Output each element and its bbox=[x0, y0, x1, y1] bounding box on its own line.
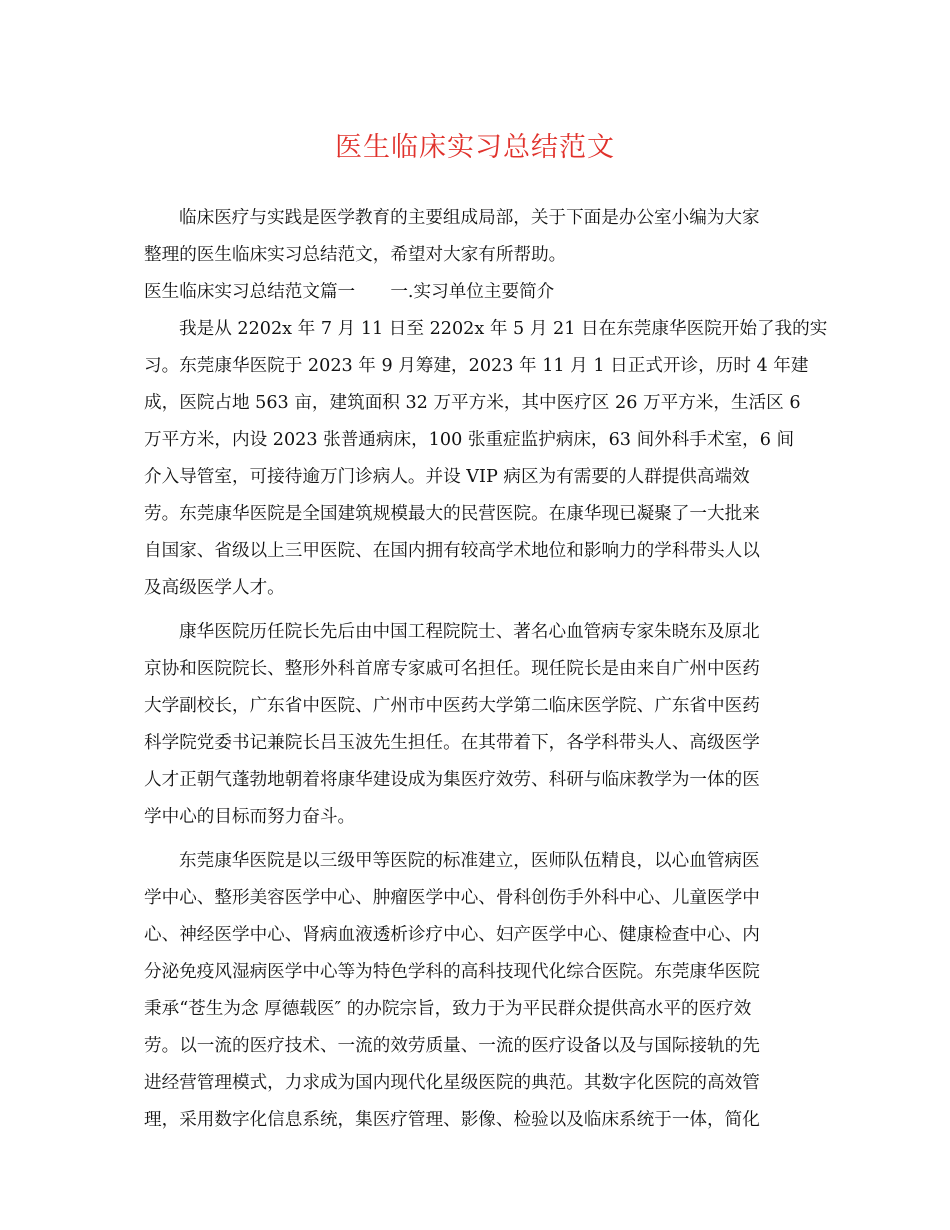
text-line: 进经营管理模式，力求成为国内现代化星级医院的典范。其数字化医院的高效管 bbox=[144, 1073, 760, 1093]
text-line: 成，医院占地 563 亩，建筑面积 32 万平方米，其中医疗区 26 万平方米，生活区 6 bbox=[144, 393, 801, 413]
text-line: 习。东莞康华医院于 2023 年 9 月筹建，2023 年 11 月 1 日正式开诊，历时 4 年建 bbox=[144, 356, 809, 376]
paragraph-intro bbox=[144, 200, 812, 274]
document-body bbox=[144, 200, 828, 1139]
text-line: 分泌免疫风湿病医学中心等为特色学科的高科技现代化综合医院。东莞康华医院 bbox=[144, 962, 760, 982]
text-line: 我是从 2202x 年 7 月 11 日至 2202x 年 5 月 21 日在东莞康华医院开始了我的实 bbox=[179, 319, 828, 339]
text-line: 劳。东莞康华医院是全国建筑规模最大的民营医院。在康华现已凝聚了一大批来 bbox=[144, 504, 760, 524]
text-line: 临床医疗与实践是医学教育的主要组成局部，关于下面是办公室小编为大家 bbox=[179, 208, 760, 228]
paragraph-2 bbox=[144, 614, 812, 836]
text-line: 学中心的目标而努力奋斗。 bbox=[144, 807, 356, 827]
text-line: 学中心、整形美容医学中心、肿瘤医学中心、骨科创伤手外科中心、儿童医学中 bbox=[144, 888, 760, 908]
text-line: 人才正朝气蓬勃地朝着将康华建设成为集医疗效劳、科研与临床教学为一体的医 bbox=[144, 770, 760, 790]
paragraph-3 bbox=[144, 843, 812, 1139]
paragraph-1 bbox=[144, 311, 828, 607]
section-heading-text: 医生临床实习总结范文篇一 一.实习单位主要简介 bbox=[144, 282, 555, 302]
text-line: 秉承“苍生为念 厚德载医″ 的办院宗旨，致力于为平民群众提供高水平的医疗效 bbox=[144, 999, 752, 1019]
text-line: 理，采用数字化信息系统，集医疗管理、影像、检验以及临床系统于一体，简化 bbox=[144, 1110, 760, 1130]
text-line: 整理的医生临床实习总结范文，希望对大家有所帮助。 bbox=[144, 245, 567, 265]
text-line: 介入导管室，可接待逾万门诊病人。并设 VIP 病区为有需要的人群提供高端效 bbox=[144, 467, 750, 487]
text-line: 万平方米，内设 2023 张普通病床，100 张重症监护病床，63 间外科手术室，6 间 bbox=[144, 430, 795, 450]
section-heading bbox=[144, 274, 812, 311]
text-line: 心、神经医学中心、肾病血液透析诊疗中心、妇产医学中心、健康检查中心、内 bbox=[144, 925, 760, 945]
text-line: 科学院党委书记兼院长吕玉波先生担任。在其带着下，各学科带头人、高级医学 bbox=[144, 733, 760, 753]
text-line: 京协和医院院长、整形外科首席专家戚可名担任。现任院长是由来自广州中医药 bbox=[144, 659, 760, 679]
text-line: 及高级医学人才。 bbox=[144, 578, 285, 598]
text-line: 劳。以一流的医疗技术、一流的效劳质量、一流的医疗设备以及与国际接轨的先 bbox=[144, 1036, 760, 1056]
text-line: 自国家、省级以上三甲医院、在国内拥有较高学术地位和影响力的学科带头人以 bbox=[144, 541, 760, 561]
text-line: 东莞康华医院是以三级甲等医院的标准建立，医师队伍精良，以心血管病医 bbox=[179, 851, 760, 871]
text-line: 大学副校长，广东省中医院、广州市中医药大学第二临床医学院、广东省中医药 bbox=[144, 696, 760, 716]
text-line: 康华医院历任院长先后由中国工程院院士、著名心血管病专家朱晓东及原北 bbox=[179, 622, 760, 642]
page-title: 医生临床实习总结范文 bbox=[335, 132, 615, 163]
